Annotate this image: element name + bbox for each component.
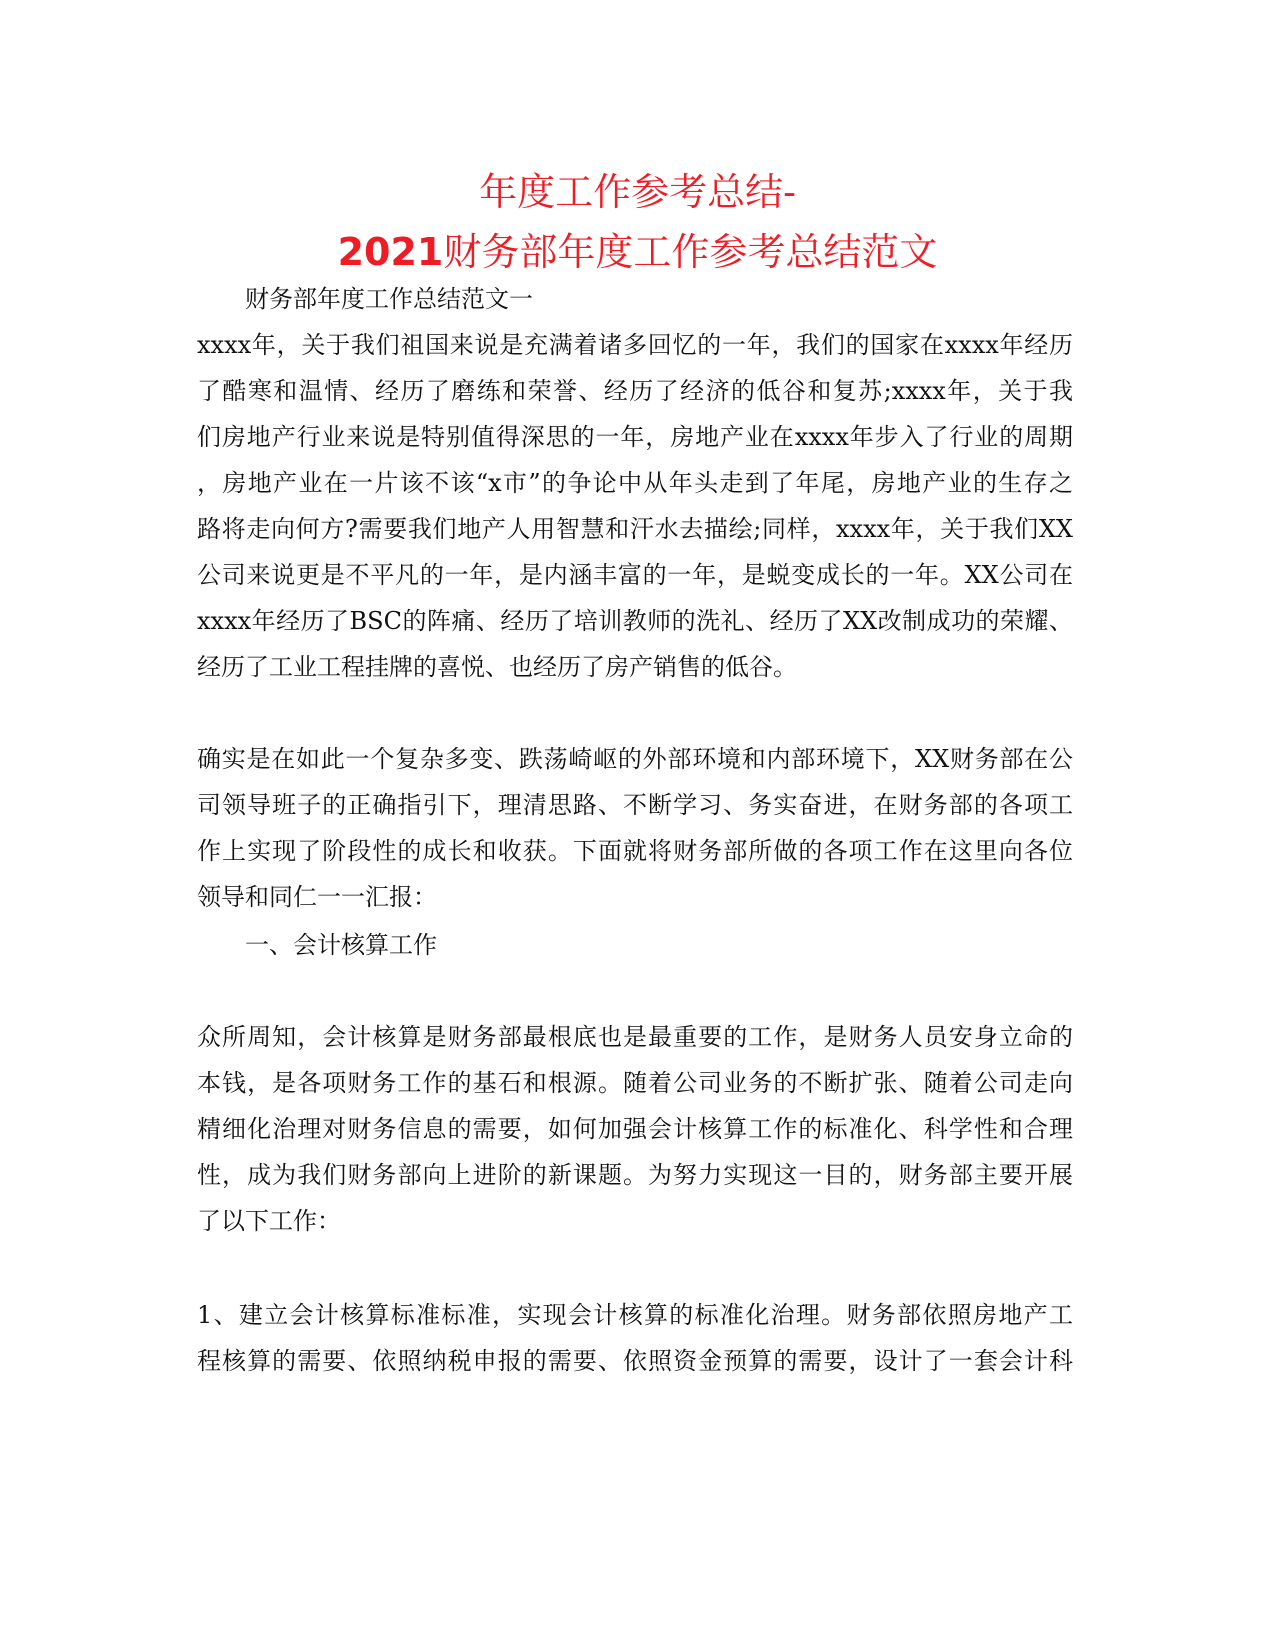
paragraph-line: 们房地产行业来说是特别值得深思的一年，房地产业在xxxx年步入了行业的周期 <box>197 423 1073 451</box>
paragraph-line: 众所周知，会计核算是财务部最根底也是最重要的工作，是财务人员安身立命的 <box>197 1023 1073 1051</box>
paragraph-line: 程核算的需要、依照纳税申报的需要、依照资金预算的需要，设计了一套会计科 <box>197 1347 1073 1375</box>
paragraph-line: 1、建立会计核算标准标准，实现会计核算的标准化治理。财务部依照房地产工 <box>197 1301 1073 1329</box>
paragraph-line: 经历了工业工程挂牌的喜悦、也经历了房产销售的低谷。 <box>197 653 797 681</box>
paragraph-line: 本钱，是各项财务工作的基石和根源。随着公司业务的不断扩张、随着公司走向 <box>197 1069 1073 1097</box>
subtitle: 财务部年度工作总结范文一 <box>245 285 533 313</box>
title-year: 2021 <box>337 230 444 274</box>
document-title-line-1: 年度工作参考总结- <box>479 170 796 214</box>
document-title-line-2 <box>0 228 1275 276</box>
paragraph-line: 作上实现了阶段性的成长和收获。下面就将财务部所做的各项工作在这里向各位 <box>197 837 1073 865</box>
paragraph-line: 司领导班子的正确指引下，理清思路、不断学习、务实奋进，在财务部的各项工 <box>197 791 1073 819</box>
paragraph-line: 路将走向何方?需要我们地产人用智慧和汗水去描绘;同样，xxxx年，关于我们XX <box>197 515 1073 543</box>
paragraph-line: 领导和同仁一一汇报： <box>197 883 437 911</box>
paragraph-line: 性，成为我们财务部向上进阶的新课题。为努力实现这一目的，财务部主要开展 <box>197 1161 1073 1189</box>
section-heading: 一、会计核算工作 <box>245 931 437 959</box>
paragraph-line: 精细化治理对财务信息的需要，如何加强会计核算工作的标准化、科学性和合理 <box>197 1115 1073 1143</box>
paragraph-line: 了酷寒和温情、经历了磨练和荣誉、经历了经济的低谷和复苏;xxxx年，关于我 <box>197 377 1073 405</box>
paragraph-line: xxxx年，关于我们祖国来说是充满着诸多回忆的一年，我们的国家在xxxx年经历 <box>197 331 1073 359</box>
paragraph-line: 了以下工作： <box>197 1207 341 1235</box>
paragraph-line: 公司来说更是不平凡的一年，是内涵丰富的一年，是蜕变成长的一年。XX公司在 <box>197 561 1073 589</box>
title-rest: 财务部年度工作参考总结范文 <box>443 230 938 274</box>
paragraph-line: xxxx年经历了BSC的阵痛、经历了培训教师的洗礼、经历了XX改制成功的荣耀、 <box>197 607 1073 635</box>
paragraph-line: ，房地产业在一片该不该“x市”的争论中从年头走到了年尾，房地产业的生存之 <box>197 469 1073 497</box>
paragraph-line: 确实是在如此一个复杂多变、跌荡崎岖的外部环境和内部环境下，XX财务部在公 <box>197 745 1073 773</box>
